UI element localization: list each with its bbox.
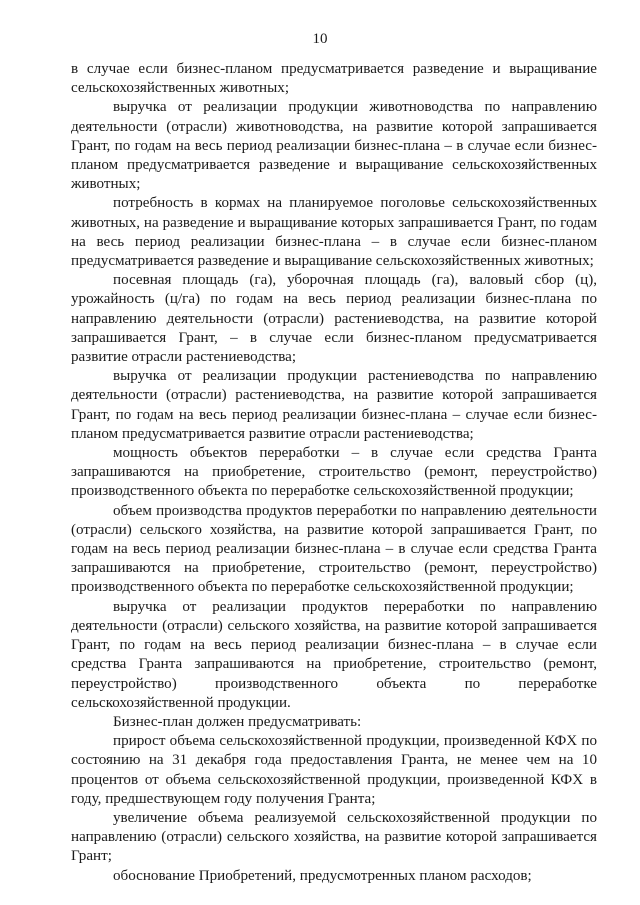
paragraph: выручка от реализации продуктов переработки по направлению деятельности (отрасли) сельского хозяйства, на развитие которой запрашивается Грант, по годам на весь период реализации бизнес-плана – в случае если средства Гранта запрашиваются на приобретение, строительство (ремонт, переустройство) производственного объекта по переработке сельскохозяйственной продукции. xyxy=(71,598,597,711)
paragraph: увеличение объема реализуемой сельскохозяйственной продукции по направлению (отрасли) сельского хозяйства, на развитие которой запрашивается Грант; xyxy=(71,809,597,865)
paragraph: обоснование Приобретений, предусмотренных планом расходов; xyxy=(113,867,532,884)
section-heading: Бизнес-план должен предусматривать: xyxy=(113,713,362,730)
paragraph: выручка от реализации продукции растениеводства по направлению деятельности (отрасли) растениеводства, на развитие которой запрашивается Грант, по годам на весь период реализации бизнес-плана – случае если бизнес-планом предусматривается развитие отрасли растениеводства; xyxy=(71,368,597,442)
paragraph: мощность объектов переработки – в случае если средства Гранта запрашиваются на приобретение, строительство (ремонт, переустройство) производственного объекта по переработке сельскохозяйственной продукции; xyxy=(71,445,597,500)
paragraph: выручка от реализации продукции животноводства по направлению деятельности (отрасли) животноводства, на развитие которой запрашивается Грант, по годам на весь период реализации бизнес-плана – в случае если бизнес-планом предусматривается разведение и выращивание сельскохозяйственных животных; xyxy=(71,99,597,193)
paragraph: объем производства продуктов переработки по направлению деятельности (отрасли) сельского хозяйства, на развитие которой запрашивается Грант, по годам на весь период реализации бизнес-плана – в случае если средства Гранта запрашиваются на приобретение, строительство (ремонт, переустройство) производственного объекта по переработке сельскохозяйственной продукции; xyxy=(71,502,597,596)
paragraph: прирост объема сельскохозяйственной продукции, произведенной КФХ по состоянию на 31 декабря года предоставления Гранта, не менее чем на 10 процентов от объема сельскохозяйственной продукции, произведенной КФХ в году, предшествующем году получения Гранта; xyxy=(71,733,597,807)
paragraph: посевная площадь (га), уборочная площадь (га), валовый сбор (ц), урожайность (ц/га) по годам на весь период реализации бизнес-плана по направлению деятельности (отрасли) растениеводства, на развитие которой запрашивается Грант, – в случае если бизнес-планом предусматривается развитие отрасли растениеводства; xyxy=(71,272,597,366)
paragraph: потребность в кормах на планируемое поголовье сельскохозяйственных животных, на разведение и выращивание которых запрашивается Грант, по годам на весь период реализации бизнес-плана – в случае если бизнес-планом предусматривается разведение и выращивание сельскохозяйственных животных; xyxy=(71,195,597,270)
document-body xyxy=(71,60,597,886)
paragraph: в случае если бизнес-планом предусматривается разведение и выращивание сельскохозяйственных животных; xyxy=(71,61,597,97)
page-number: 10 xyxy=(312,31,328,47)
